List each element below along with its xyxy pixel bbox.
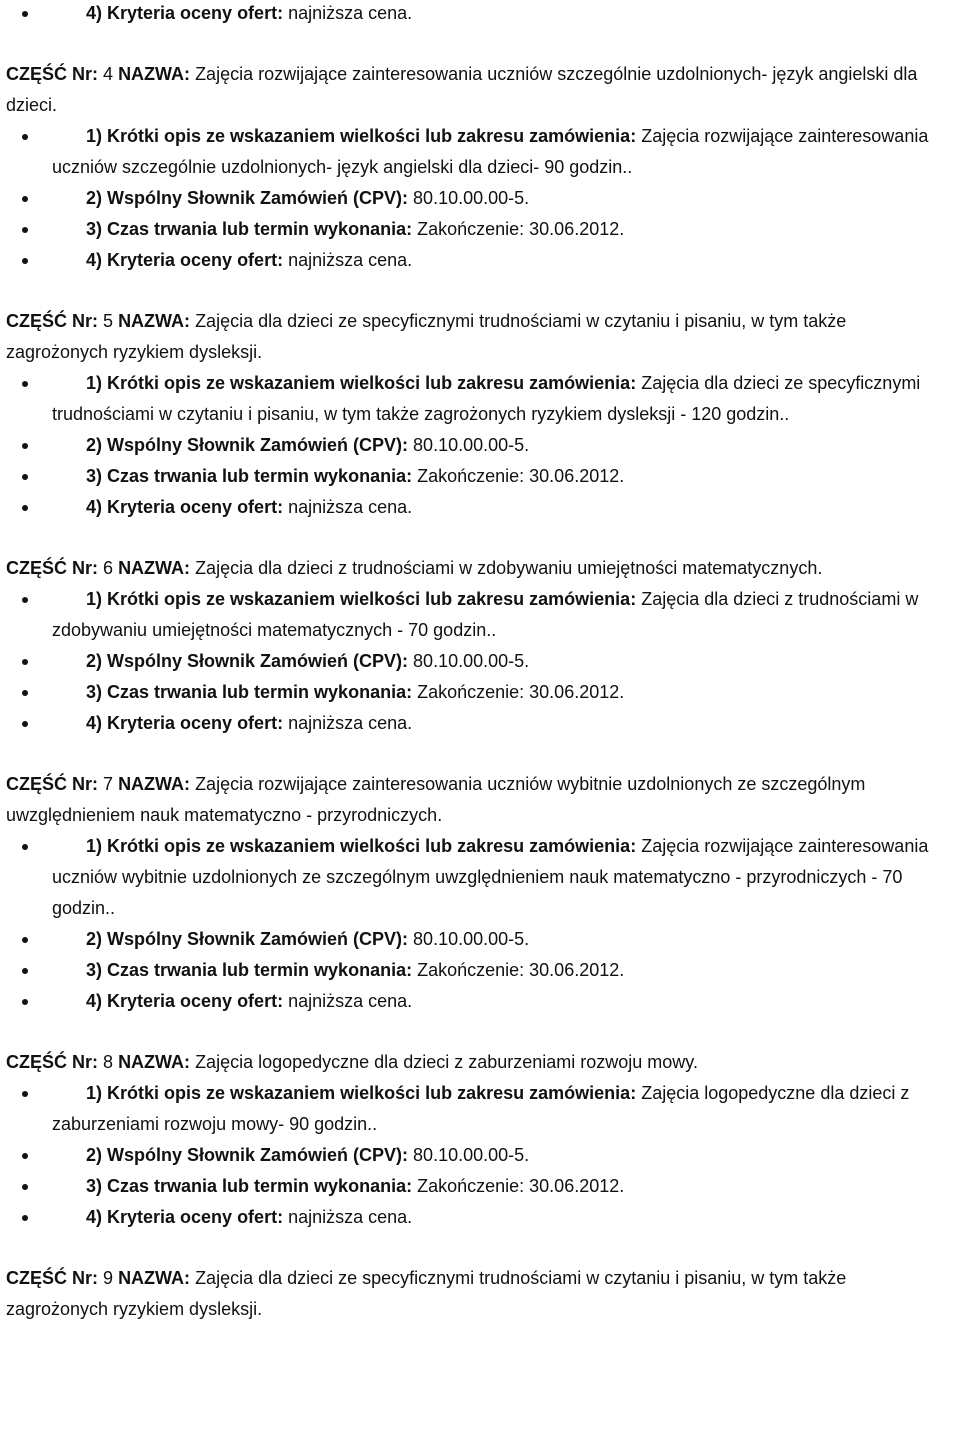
kryteria-label: 4) Kryteria oceny ofert: (86, 497, 284, 517)
czas-item (6, 955, 946, 986)
opis-value: Zajęcia rozwijające zainteresowania uczniów szczególnie uzdolnionych- język angielski dla dzieci- 90 godzin.. (52, 126, 929, 177)
kryteria-value: najniższa cena. (288, 250, 413, 270)
czas-value: Zakończenie: 30.06.2012. (417, 960, 625, 980)
cpv-label: 2) Wspólny Słownik Zamówień (CPV): (86, 1145, 409, 1165)
part-number: 6 (103, 558, 114, 578)
part-label: CZĘŚĆ Nr: (6, 311, 99, 331)
part-label: CZĘŚĆ Nr: (6, 1052, 99, 1072)
name-label: NAZWA: (118, 1268, 191, 1288)
part-section (0, 1047, 960, 1233)
czas-item (6, 677, 946, 708)
cpv-value: 80.10.00.00-5. (413, 651, 530, 671)
part-name: Zajęcia dla dzieci ze specyficznymi trudnościami w czytaniu i pisaniu, w tym także zagrożonych ryzykiem dysleksji. (6, 311, 847, 362)
part-section (0, 306, 960, 523)
top-continuation (0, 0, 960, 29)
opis-label: 1) Krótki opis ze wskazaniem wielkości lub zakresu zamówienia: (86, 589, 637, 609)
part-section-last (0, 1263, 960, 1325)
czas-value: Zakończenie: 30.06.2012. (417, 682, 625, 702)
opis-value: Zajęcia dla dzieci ze specyficznymi trudnościami w czytaniu i pisaniu, w tym także zagrożonych ryzykiem dysleksji - 120 godzin.. (52, 373, 921, 424)
part-bullet-list (6, 584, 946, 739)
czas-label: 3) Czas trwania lub termin wykonania: (86, 219, 413, 239)
cpv-item (6, 646, 946, 677)
opis-value: Zajęcia logopedyczne dla dzieci z zaburzeniami rozwoju mowy- 90 godzin.. (52, 1083, 910, 1134)
part-number: 7 (103, 774, 114, 794)
parts-container (0, 59, 960, 1233)
part-section (0, 769, 960, 1017)
cpv-item (6, 924, 946, 955)
part-name: Zajęcia rozwijające zainteresowania uczniów wybitnie uzdolnionych ze szczególnym uwzględnieniem nauk matematyczno - przyrodniczych. (6, 774, 866, 825)
kryteria-item (6, 492, 946, 523)
part-bullet-list (6, 121, 946, 276)
cpv-label: 2) Wspólny Słownik Zamówień (CPV): (86, 188, 409, 208)
part-bullet-list (6, 831, 946, 1017)
name-label: NAZWA: (118, 558, 191, 578)
kryteria-item (6, 708, 946, 739)
czas-item (6, 1171, 946, 1202)
part-heading (6, 306, 946, 368)
czas-item (6, 214, 946, 245)
part-heading (6, 59, 946, 121)
cpv-item (6, 183, 946, 214)
part-heading (6, 769, 946, 831)
czas-label: 3) Czas trwania lub termin wykonania: (86, 466, 413, 486)
opis-label: 1) Krótki opis ze wskazaniem wielkości lub zakresu zamówienia: (86, 126, 637, 146)
cpv-item (6, 1140, 946, 1171)
opis-label: 1) Krótki opis ze wskazaniem wielkości lub zakresu zamówienia: (86, 373, 637, 393)
czas-label: 3) Czas trwania lub termin wykonania: (86, 960, 413, 980)
name-label: NAZWA: (118, 311, 191, 331)
part-number: 5 (103, 311, 114, 331)
part-heading (6, 553, 946, 584)
opis-label: 1) Krótki opis ze wskazaniem wielkości lub zakresu zamówienia: (86, 1083, 637, 1103)
opis-value: Zajęcia dla dzieci z trudnościami w zdobywaniu umiejętności matematycznych - 70 godzin.. (52, 589, 919, 640)
opis-item (6, 1078, 946, 1140)
part-bullet-list (6, 1078, 946, 1233)
part-name: Zajęcia dla dzieci ze specyficznymi trudnościami w czytaniu i pisaniu, w tym także zagrożonych ryzykiem dysleksji. (6, 1268, 847, 1319)
part-label: CZĘŚĆ Nr: (6, 1268, 99, 1288)
kryteria-label: 4) Kryteria oceny ofert: (86, 3, 284, 23)
opis-item (6, 121, 946, 183)
kryteria-item (6, 245, 946, 276)
part-number: 4 (103, 64, 114, 84)
cpv-value: 80.10.00.00-5. (413, 435, 530, 455)
cpv-value: 80.10.00.00-5. (413, 1145, 530, 1165)
kryteria-item (6, 1202, 946, 1233)
part-heading (6, 1047, 946, 1078)
czas-item (6, 461, 946, 492)
cpv-item (6, 430, 946, 461)
cpv-label: 2) Wspólny Słownik Zamówień (CPV): (86, 929, 409, 949)
kryteria-value: najniższa cena. (288, 1207, 413, 1227)
czas-label: 3) Czas trwania lub termin wykonania: (86, 1176, 413, 1196)
kryteria-label: 4) Kryteria oceny ofert: (86, 991, 284, 1011)
part-bullet-list (6, 368, 946, 523)
name-label: NAZWA: (118, 774, 191, 794)
kryteria-item (6, 0, 946, 29)
top-bullet-list (6, 0, 946, 29)
kryteria-label: 4) Kryteria oceny ofert: (86, 1207, 284, 1227)
part-label: CZĘŚĆ Nr: (6, 774, 99, 794)
name-label: NAZWA: (118, 1052, 191, 1072)
kryteria-value: najniższa cena. (288, 497, 413, 517)
part-label: CZĘŚĆ Nr: (6, 558, 99, 578)
part-name: Zajęcia dla dzieci z trudnościami w zdobywaniu umiejętności matematycznych. (195, 558, 823, 578)
cpv-value: 80.10.00.00-5. (413, 929, 530, 949)
part-label: CZĘŚĆ Nr: (6, 64, 99, 84)
part-number: 8 (103, 1052, 114, 1072)
cpv-value: 80.10.00.00-5. (413, 188, 530, 208)
part-number: 9 (103, 1268, 114, 1288)
cpv-label: 2) Wspólny Słownik Zamówień (CPV): (86, 435, 409, 455)
kryteria-label: 4) Kryteria oceny ofert: (86, 250, 284, 270)
kryteria-value: najniższa cena. (288, 3, 413, 23)
opis-label: 1) Krótki opis ze wskazaniem wielkości lub zakresu zamówienia: (86, 836, 637, 856)
kryteria-value: najniższa cena. (288, 713, 413, 733)
part-heading (6, 1263, 946, 1325)
czas-label: 3) Czas trwania lub termin wykonania: (86, 682, 413, 702)
part-section (0, 553, 960, 739)
cpv-label: 2) Wspólny Słownik Zamówień (CPV): (86, 651, 409, 671)
kryteria-value: najniższa cena. (288, 991, 413, 1011)
opis-item (6, 831, 946, 924)
opis-item (6, 584, 946, 646)
opis-value: Zajęcia rozwijające zainteresowania uczniów wybitnie uzdolnionych ze szczególnym uwzględnieniem nauk matematyczno - przyrodniczych - 70 godzin.. (52, 836, 929, 918)
name-label: NAZWA: (118, 64, 191, 84)
part-name: Zajęcia logopedyczne dla dzieci z zaburzeniami rozwoju mowy. (195, 1052, 698, 1072)
part-name: Zajęcia rozwijające zainteresowania uczniów szczególnie uzdolnionych- język angielski dla dzieci. (6, 64, 918, 115)
czas-value: Zakończenie: 30.06.2012. (417, 1176, 625, 1196)
part-section (0, 59, 960, 276)
kryteria-item (6, 986, 946, 1017)
czas-value: Zakończenie: 30.06.2012. (417, 219, 625, 239)
opis-item (6, 368, 946, 430)
czas-value: Zakończenie: 30.06.2012. (417, 466, 625, 486)
kryteria-label: 4) Kryteria oceny ofert: (86, 713, 284, 733)
